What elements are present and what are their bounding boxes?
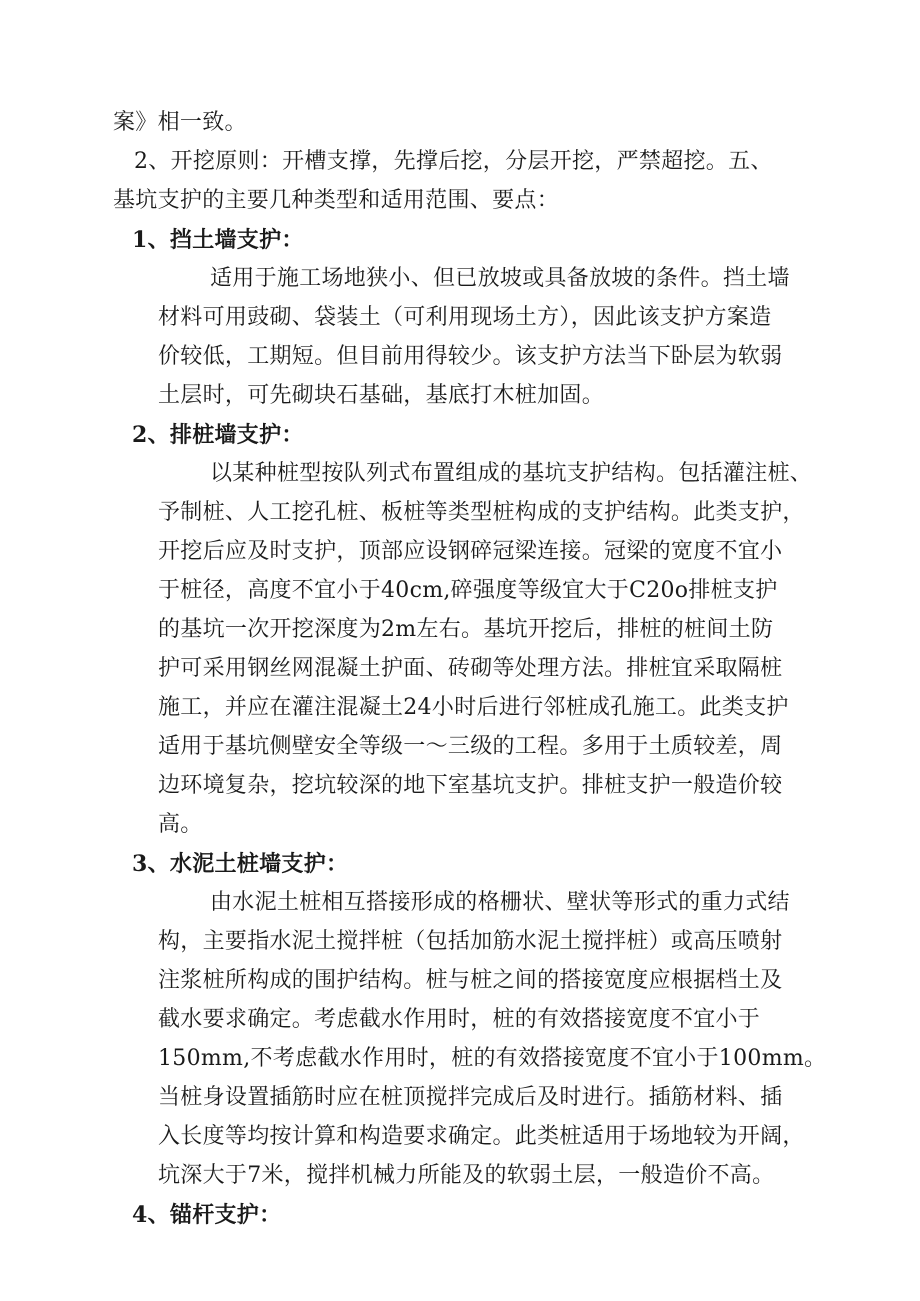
text-line: 适用于施工场地狭小、但已放坡或具备放坡的条件。挡土墙 bbox=[210, 266, 790, 291]
text-line: 截水要求确定。考虑截水作用时，桩的有效搭接宽度不宜小于 bbox=[158, 1007, 761, 1032]
text-line: 2、开挖原则：开槽支撑，先撑后挖，分层开挖，严禁超挖。五、 bbox=[134, 149, 773, 174]
section-heading: 2、排桩墙支护： bbox=[132, 422, 304, 448]
text-line: 150mm,不考虑截水作用时，桩的有效搭接宽度不宜小于100mm。 bbox=[158, 1046, 827, 1071]
text-line: 坑深大于7米，搅拌机械力所能及的软弱土层，一般造价不高。 bbox=[158, 1163, 775, 1188]
text-line: 边环境复杂，挖坑较深的地下室基坑支护。排桩支护一般造价较 bbox=[158, 773, 783, 798]
section-heading: 3、水泥土桩墙支护： bbox=[132, 851, 349, 877]
text-line: 基坑支护的主要几种类型和适用范围、要点： bbox=[113, 188, 560, 213]
text-line: 入长度等均按计算和构造要求确定。此类桩适用于场地较为开阔， bbox=[158, 1124, 805, 1149]
text-line: 开挖后应及时支护，顶部应设钢碎冠梁连接。冠梁的宽度不宜小 bbox=[158, 539, 783, 564]
text-line: 材料可用豉砌、袋装土（可利用现场土方），因此该支护方案造 bbox=[158, 305, 772, 330]
text-line: 护可采用钢丝网混凝土护面、砖砌等处理方法。排桩宜采取隔桩 bbox=[158, 656, 783, 681]
text-line: 当桩身设置插筋时应在桩顶搅拌完成后及时进行。插筋材料、插 bbox=[158, 1085, 783, 1110]
text-line: 注浆桩所构成的围护结构。桩与桩之间的搭接宽度应根据档土及 bbox=[158, 968, 783, 993]
text-line: 予制桩、人工挖孔桩、板桩等类型桩构成的支护结构。此类支护， bbox=[158, 500, 805, 525]
text-line: 高。 bbox=[158, 812, 203, 837]
section-heading: 1、挡土墙支护： bbox=[132, 227, 304, 253]
text-line: 以某种桩型按队列式布置组成的基坑支护结构。包括灌注桩、 bbox=[210, 461, 813, 486]
text-line: 构，主要指水泥土搅拌桩（包括加筋水泥土搅拌桩）或高压喷射 bbox=[158, 929, 783, 954]
text-line: 于桩径，高度不宜小于40cm,碎强度等级宜大于C20o排桩支护 bbox=[158, 578, 778, 603]
text-line: 的基坑一次开挖深度为2m左右。基坑开挖后，排桩的桩间土防 bbox=[158, 617, 774, 642]
section-heading: 4、锚杆支护： bbox=[132, 1202, 282, 1228]
text-line: 施工，并应在灌注混凝土24小时后进行邻桩成孔施工。此类支护 bbox=[158, 695, 789, 720]
text-line: 案》相一致。 bbox=[113, 110, 247, 135]
text-line: 价较低，工期短。但目前用得较少。该支护方法当下卧层为软弱 bbox=[158, 344, 783, 369]
text-line: 由水泥土桩相互搭接形成的格栅状、壁状等形式的重力式结 bbox=[210, 890, 790, 915]
text-line: 土层时，可先砌块石基础，基底打木桩加固。 bbox=[158, 383, 605, 408]
text-line: 适用于基坑侧壁安全等级一～三级的工程。多用于土质较差，周 bbox=[158, 734, 783, 759]
